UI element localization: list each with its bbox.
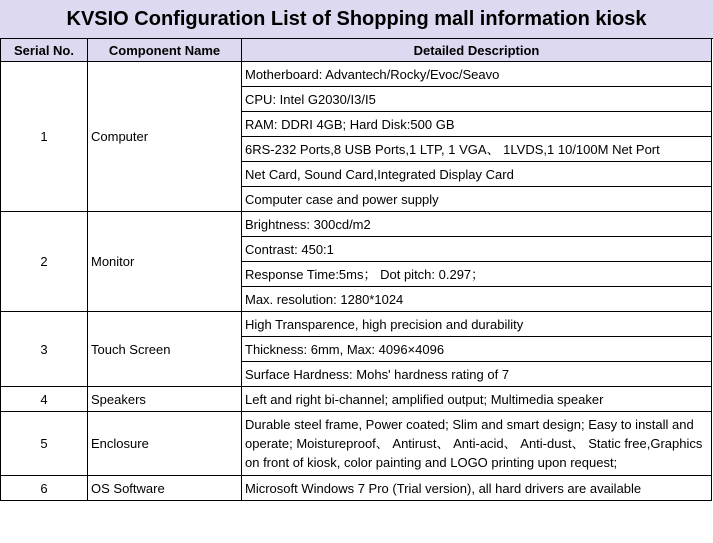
component-name-cell: Enclosure xyxy=(88,412,242,476)
description-cell: Net Card, Sound Card,Integrated Display Card xyxy=(242,162,712,187)
component-name-cell: Computer xyxy=(88,62,242,212)
description-cell: RAM: DDRI 4GB; Hard Disk:500 GB xyxy=(242,112,712,137)
description-cell: Contrast: 450:1 xyxy=(242,237,712,262)
description-cell: Left and right bi-channel; amplified output; Multimedia speaker xyxy=(242,387,712,412)
header-row xyxy=(1,39,712,62)
header-component: Component Name xyxy=(88,39,242,62)
description-cell: Motherboard: Advantech/Rocky/Evoc/Seavo xyxy=(242,62,712,87)
description-cell: CPU: Intel G2030/I3/I5 xyxy=(242,87,712,112)
component-name-cell: OS Software xyxy=(88,476,242,501)
serial-number-cell: 6 xyxy=(1,476,88,501)
table-row xyxy=(1,212,712,237)
table-row xyxy=(1,62,712,87)
description-cell: High Transparence, high precision and durability xyxy=(242,312,712,337)
serial-number-cell: 1 xyxy=(1,62,88,212)
description-cell: Durable steel frame, Power coated; Slim and smart design; Easy to install and operate; Moistureproof、 Antirust、 Anti-acid、 Anti-dust、 Static free,Graphics on front of kiosk, color painting and LOGO printing upon request; xyxy=(242,412,712,476)
configuration-table xyxy=(0,38,712,501)
description-cell: Computer case and power supply xyxy=(242,187,712,212)
table-row xyxy=(1,476,712,501)
serial-number-cell: 4 xyxy=(1,387,88,412)
description-cell: Brightness: 300cd/m2 xyxy=(242,212,712,237)
table-row xyxy=(1,412,712,476)
component-name-cell: Speakers xyxy=(88,387,242,412)
header-description: Detailed Description xyxy=(242,39,712,62)
serial-number-cell: 2 xyxy=(1,212,88,312)
description-cell: Max. resolution: 1280*1024 xyxy=(242,287,712,312)
description-cell: 6RS-232 Ports,8 USB Ports,1 LTP, 1 VGA、 1LVDS,1 10/100M Net Port xyxy=(242,137,712,162)
table-row xyxy=(1,387,712,412)
component-name-cell: Monitor xyxy=(88,212,242,312)
serial-number-cell: 3 xyxy=(1,312,88,387)
serial-number-cell: 5 xyxy=(1,412,88,476)
table-row xyxy=(1,312,712,337)
description-cell: Microsoft Windows 7 Pro (Trial version), all hard drivers are available xyxy=(242,476,712,501)
description-cell: Response Time:5ms； Dot pitch: 0.297； xyxy=(242,262,712,287)
description-cell: Surface Hardness: Mohs' hardness rating of 7 xyxy=(242,362,712,387)
page-title: KVSIO Configuration List of Shopping mall information kiosk xyxy=(0,0,713,39)
header-serial: Serial No. xyxy=(1,39,88,62)
component-name-cell: Touch Screen xyxy=(88,312,242,387)
description-cell: Thickness: 6mm, Max: 4096×4096 xyxy=(242,337,712,362)
table-body xyxy=(1,62,712,501)
